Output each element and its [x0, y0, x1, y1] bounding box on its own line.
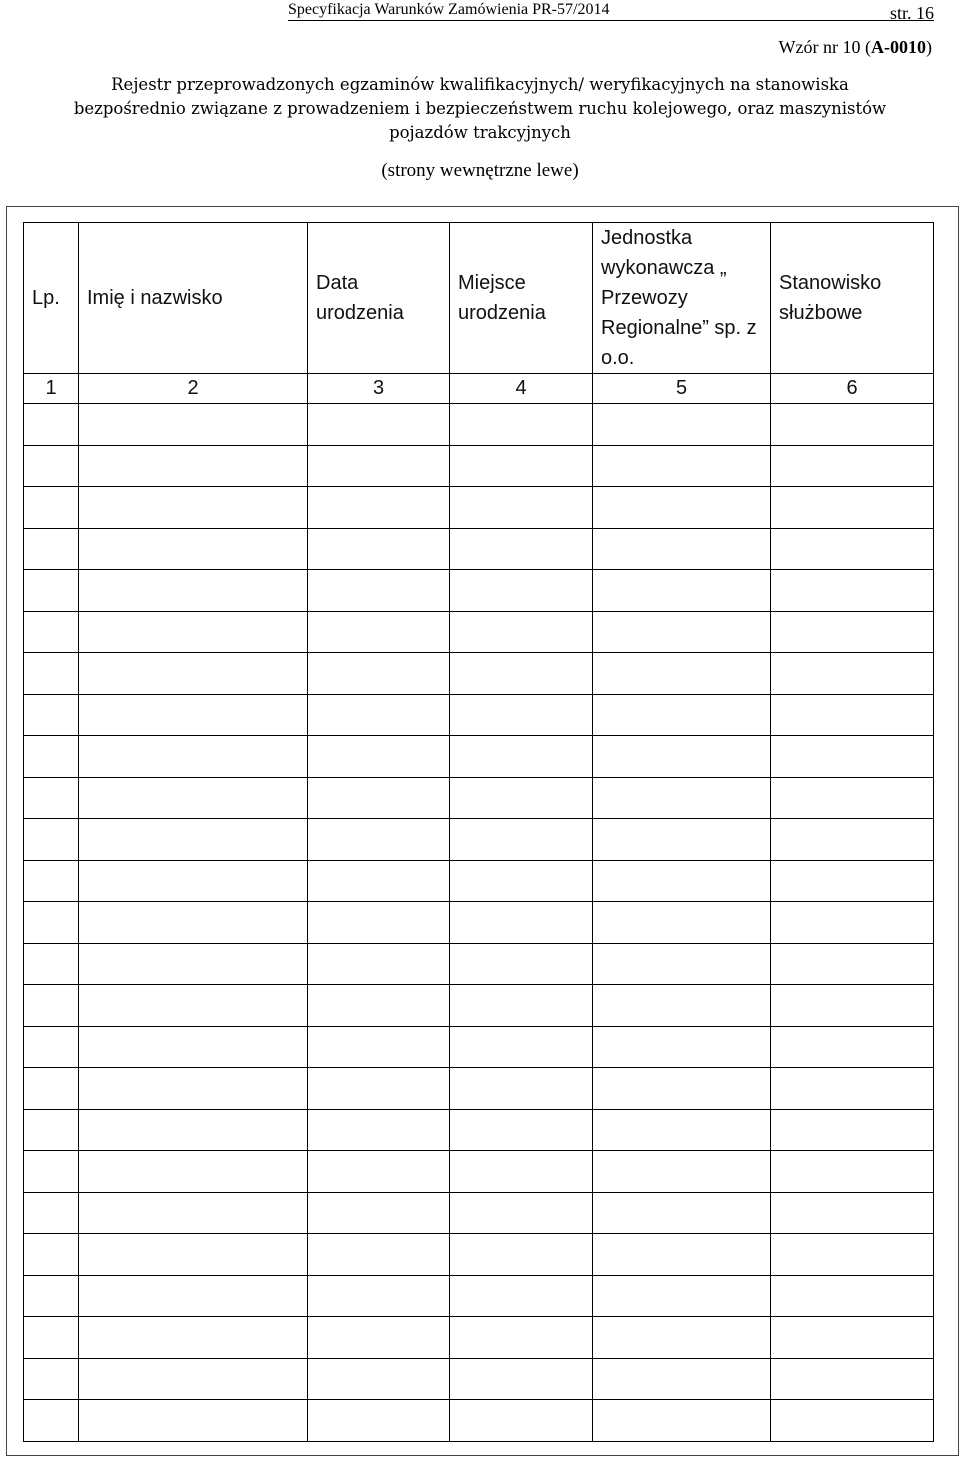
- col-header-birth-place: Miejsce urodzenia: [450, 223, 593, 374]
- table-row: [24, 570, 934, 612]
- table-cell: [24, 1151, 79, 1193]
- table-cell: [593, 445, 771, 487]
- table-cell: [24, 1400, 79, 1442]
- table-row: [24, 1400, 934, 1442]
- table-cell: [450, 611, 593, 653]
- table-cell: [771, 487, 934, 529]
- table-cell: [24, 902, 79, 944]
- table-cell: [593, 611, 771, 653]
- table-cell: [308, 1234, 450, 1276]
- page-number: str. 16: [889, 3, 934, 23]
- title-line-2: bezpośrednio związane z prowadzeniem i bezpieczeństwem ruchu kolejowego, oraz maszynistów: [73, 99, 887, 118]
- table-cell: [79, 404, 308, 446]
- table-cell: [450, 528, 593, 570]
- table-cell: [79, 1317, 308, 1359]
- table-cell: [24, 736, 79, 778]
- table-cell: [771, 570, 934, 612]
- table-cell: [24, 777, 79, 819]
- table-cell: [308, 1400, 450, 1442]
- table-cell: [450, 736, 593, 778]
- table-cell: [593, 860, 771, 902]
- table-row: [24, 1275, 934, 1317]
- table-cell: [450, 1026, 593, 1068]
- table-cell: [24, 611, 79, 653]
- table-cell: [308, 902, 450, 944]
- table-row: [24, 736, 934, 778]
- table-cell: [771, 1317, 934, 1359]
- table-cell: [771, 1068, 934, 1110]
- col-number: 6: [771, 374, 934, 404]
- table-row: [24, 1317, 934, 1359]
- table-cell: [771, 404, 934, 446]
- table-cell: [308, 819, 450, 861]
- table-cell: [771, 777, 934, 819]
- table-cell: [79, 1275, 308, 1317]
- table-cell: [79, 653, 308, 695]
- table-cell: [24, 445, 79, 487]
- table-cell: [79, 528, 308, 570]
- table-row: [24, 943, 934, 985]
- table-cell: [24, 1358, 79, 1400]
- table-cell: [308, 860, 450, 902]
- table-cell: [450, 819, 593, 861]
- table-cell: [79, 1068, 308, 1110]
- table-cell: [24, 1192, 79, 1234]
- table-cell: [771, 943, 934, 985]
- table-cell: [79, 487, 308, 529]
- table-cell: [24, 1317, 79, 1359]
- table-row: [24, 1151, 934, 1193]
- table-cell: [308, 404, 450, 446]
- table-row: [24, 902, 934, 944]
- table-cell: [593, 1234, 771, 1276]
- table-cell: [593, 1026, 771, 1068]
- table-cell: [450, 1068, 593, 1110]
- table-cell: [79, 570, 308, 612]
- table-cell: [593, 736, 771, 778]
- table-cell: [771, 1026, 934, 1068]
- table-cell: [79, 985, 308, 1027]
- table-cell: [24, 1026, 79, 1068]
- table-cell: [79, 943, 308, 985]
- table-cell: [308, 1068, 450, 1110]
- table-row: [24, 487, 934, 529]
- table-cell: [79, 1026, 308, 1068]
- table-row: [24, 611, 934, 653]
- table-cell: [24, 528, 79, 570]
- table-cell: [308, 1109, 450, 1151]
- table-cell: [771, 1358, 934, 1400]
- table-cell: [593, 404, 771, 446]
- table-cell: [308, 653, 450, 695]
- table-cell: [308, 528, 450, 570]
- table-cell: [24, 1068, 79, 1110]
- table-cell: [79, 1358, 308, 1400]
- col-number: 3: [308, 374, 450, 404]
- table-cell: [593, 1358, 771, 1400]
- table-cell: [593, 1275, 771, 1317]
- table-cell: [308, 777, 450, 819]
- wzor-code: A-0010: [871, 37, 926, 57]
- table-cell: [450, 1109, 593, 1151]
- table-cell: [24, 860, 79, 902]
- table-cell: [450, 570, 593, 612]
- table-row: [24, 777, 934, 819]
- table-cell: [79, 777, 308, 819]
- table-cell: [771, 694, 934, 736]
- title-line-1: Rejestr przeprowadzonych egzaminów kwalifikacyjnych/ weryfikacyjnych na stanowiska: [111, 75, 849, 94]
- col-number: 2: [79, 374, 308, 404]
- table-cell: [79, 1234, 308, 1276]
- table-cell: [771, 819, 934, 861]
- table-cell: [771, 736, 934, 778]
- table-row: [24, 985, 934, 1027]
- table-cell: [308, 736, 450, 778]
- table-row: [24, 819, 934, 861]
- table-cell: [450, 653, 593, 695]
- table-cell: [79, 819, 308, 861]
- table-cell: [593, 1151, 771, 1193]
- table-cell: [771, 1192, 934, 1234]
- table-row: [24, 1358, 934, 1400]
- table-cell: [771, 860, 934, 902]
- table-cell: [450, 902, 593, 944]
- table-cell: [308, 611, 450, 653]
- table-cell: [24, 570, 79, 612]
- table-cell: [450, 1192, 593, 1234]
- table-cell: [79, 694, 308, 736]
- table-cell: [79, 1109, 308, 1151]
- table-cell: [79, 736, 308, 778]
- table-cell: [308, 985, 450, 1027]
- table-body: [24, 374, 934, 1442]
- table-cell: [450, 404, 593, 446]
- table-cell: [593, 985, 771, 1027]
- table-cell: [450, 860, 593, 902]
- table-cell: [771, 653, 934, 695]
- table-cell: [593, 1400, 771, 1442]
- wzor-suffix: ): [926, 37, 932, 57]
- table-cell: [308, 1275, 450, 1317]
- table-cell: [593, 819, 771, 861]
- table-cell: [24, 694, 79, 736]
- table-cell: [593, 1109, 771, 1151]
- table-cell: [593, 943, 771, 985]
- table-row: [24, 860, 934, 902]
- table-cell: [450, 943, 593, 985]
- table-cell: [771, 1400, 934, 1442]
- table-cell: [79, 1192, 308, 1234]
- table-cell: [593, 1192, 771, 1234]
- table-cell: [593, 653, 771, 695]
- register-table: [23, 222, 934, 1442]
- table-cell: [24, 404, 79, 446]
- col-number: 4: [450, 374, 593, 404]
- table-cell: [450, 694, 593, 736]
- header-spec-title: Specyfikacja Warunków Zamówienia PR-57/2014: [288, 1, 610, 18]
- table-cell: [308, 1026, 450, 1068]
- col-number: 1: [24, 374, 79, 404]
- table-cell: [24, 1234, 79, 1276]
- table-cell: [450, 445, 593, 487]
- table-row: [24, 1026, 934, 1068]
- table-cell: [308, 694, 450, 736]
- table-cell: [771, 1151, 934, 1193]
- table-row: [24, 528, 934, 570]
- table-cell: [593, 1068, 771, 1110]
- table-cell: [450, 1400, 593, 1442]
- table-cell: [450, 1275, 593, 1317]
- table-cell: [308, 1317, 450, 1359]
- table-cell: [308, 445, 450, 487]
- col-header-unit: Jednostka wykonawcza „ Przewozy Regionalne” sp. z o.o.: [593, 223, 771, 374]
- table-cell: [24, 819, 79, 861]
- table-cell: [771, 611, 934, 653]
- table-cell: [24, 943, 79, 985]
- table-cell: [771, 985, 934, 1027]
- table-cell: [308, 943, 450, 985]
- table-row: [24, 694, 934, 736]
- col-header-name: Imię i nazwisko: [79, 223, 308, 374]
- table-cell: [24, 653, 79, 695]
- table-cell: [79, 1400, 308, 1442]
- table-row: [24, 404, 934, 446]
- table-row: [24, 1109, 934, 1151]
- table-cell: [450, 777, 593, 819]
- document-title: [0, 73, 960, 145]
- col-header-birth-date: Data urodzenia: [308, 223, 450, 374]
- table-cell: [450, 1234, 593, 1276]
- table-row: [24, 445, 934, 487]
- table-cell: [308, 570, 450, 612]
- table-cell: [79, 1151, 308, 1193]
- table-cell: [593, 487, 771, 529]
- table-cell: [450, 1358, 593, 1400]
- table-cell: [771, 1275, 934, 1317]
- title-line-3: pojazdów trakcyjnych: [389, 123, 571, 142]
- table-cell: [308, 1151, 450, 1193]
- table-cell: [308, 1192, 450, 1234]
- table-cell: [450, 1151, 593, 1193]
- table-cell: [24, 487, 79, 529]
- table-cell: [771, 1234, 934, 1276]
- table-row: [24, 1068, 934, 1110]
- table-cell: [450, 985, 593, 1027]
- table-cell: [450, 487, 593, 529]
- table-row: [24, 1192, 934, 1234]
- table-cell: [24, 1109, 79, 1151]
- wzor-prefix: Wzór nr 10 (: [778, 37, 871, 57]
- table-row: [24, 1234, 934, 1276]
- document-subtitle: (strony wewnętrzne lewe): [381, 160, 579, 181]
- table-cell: [24, 985, 79, 1027]
- table-cell: [79, 611, 308, 653]
- table-row: [24, 653, 934, 695]
- table-cell: [308, 487, 450, 529]
- table-cell: [593, 528, 771, 570]
- col-header-lp: Lp.: [24, 223, 79, 374]
- table-cell: [771, 528, 934, 570]
- table-cell: [24, 1275, 79, 1317]
- table-cell: [79, 445, 308, 487]
- table-cell: [79, 860, 308, 902]
- table-cell: [771, 1109, 934, 1151]
- table-header-row: [24, 223, 934, 374]
- table-cell: [308, 1358, 450, 1400]
- table-cell: [450, 1317, 593, 1359]
- table-cell: [79, 902, 308, 944]
- col-header-position: Stanowisko służbowe: [771, 223, 934, 374]
- table-cell: [593, 1317, 771, 1359]
- table-cell: [771, 902, 934, 944]
- table-cell: [593, 777, 771, 819]
- header-divider: [288, 20, 934, 21]
- column-number-row: [24, 374, 934, 404]
- table-cell: [593, 902, 771, 944]
- table-cell: [593, 570, 771, 612]
- table-cell: [771, 445, 934, 487]
- col-number: 5: [593, 374, 771, 404]
- table-cell: [593, 694, 771, 736]
- form-template-label: [779, 36, 932, 58]
